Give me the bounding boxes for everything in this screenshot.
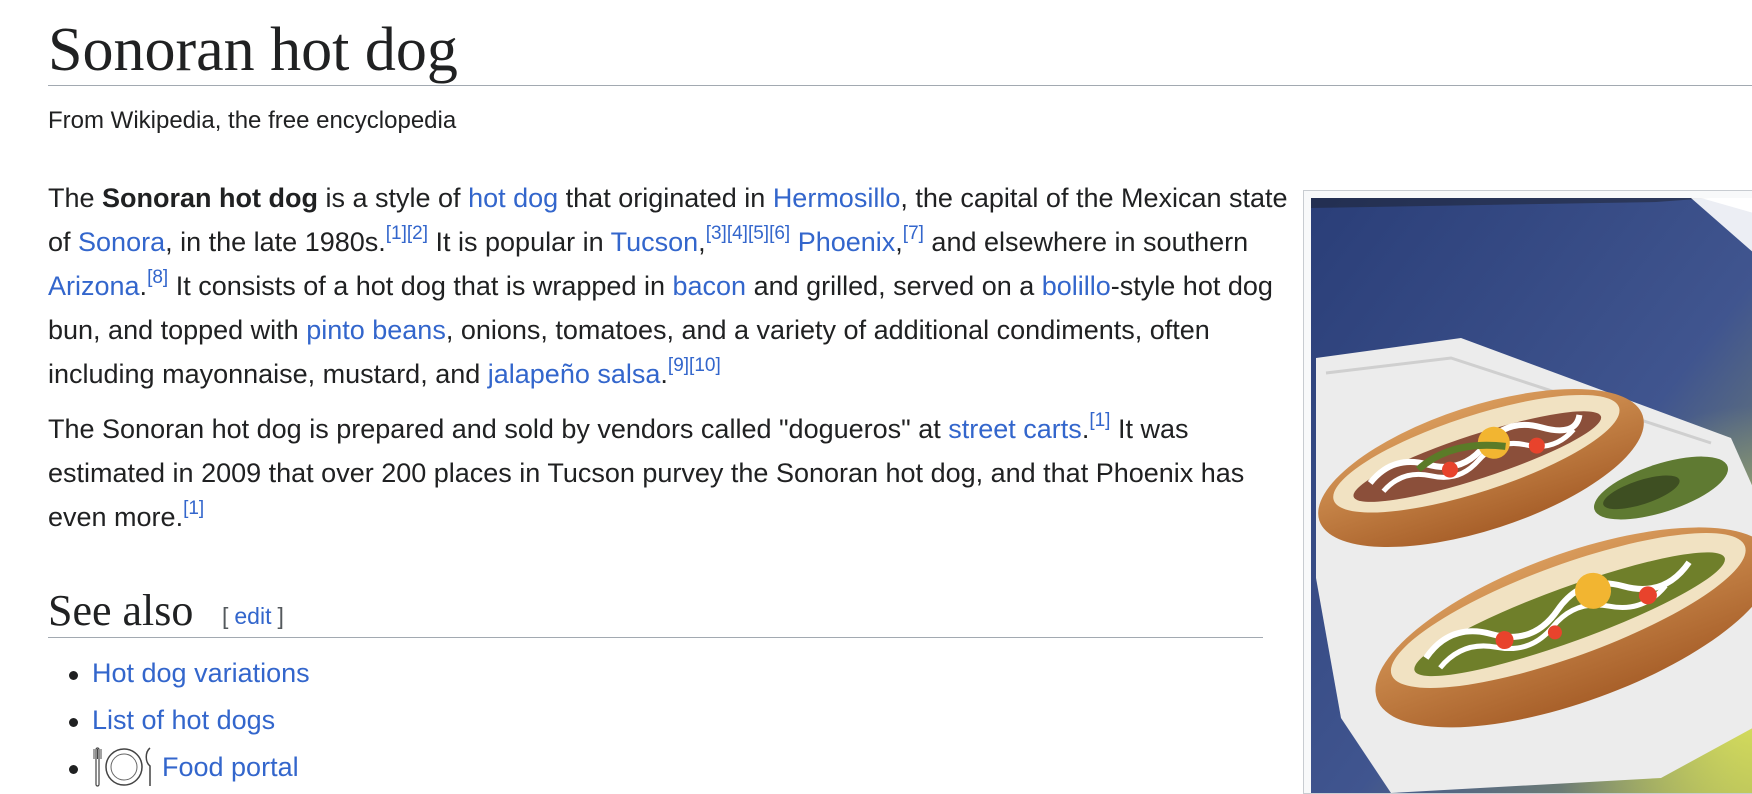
edit-bracket-open: [ — [222, 603, 229, 629]
text: . — [139, 271, 148, 301]
link-street-carts[interactable]: street carts — [948, 414, 1082, 444]
text: The — [48, 183, 103, 213]
see-also-heading — [48, 583, 1263, 641]
text: and elsewhere in southern — [923, 227, 1249, 257]
ref-9[interactable]: [9] — [667, 355, 690, 376]
site-tagline: From Wikipedia, the free encyclopedia — [48, 107, 457, 134]
plate-fork-knife-icon — [92, 746, 156, 788]
ref-8[interactable]: [8] — [147, 267, 169, 288]
section-edit — [222, 601, 284, 631]
text: It was estimated in 2009 that over 200 places in Tucson purvey the Sonoran hot dog, and that Phoenix has even more. — [48, 414, 1245, 532]
text: It consists of a hot dog that is wrapped in — [168, 271, 673, 301]
link-food-portal[interactable]: Food portal — [162, 752, 299, 782]
text — [790, 227, 798, 257]
ref-2[interactable]: [2] — [406, 223, 429, 244]
section-title: See also — [48, 586, 194, 635]
ref-1[interactable]: [1] — [1089, 410, 1111, 431]
list-item — [48, 650, 310, 697]
ref-7[interactable]: [7] — [902, 223, 924, 244]
text: , onions, tomatoes, and a variety of additional condiments, often including mayonnaise, mustard, and — [48, 315, 1210, 389]
infobox-image-frame — [1303, 190, 1752, 794]
link-phoenix[interactable]: Phoenix — [797, 227, 896, 257]
article-body — [48, 176, 1298, 550]
edit-bracket-close: ] — [277, 603, 284, 629]
hot-dog-photo — [1311, 198, 1752, 793]
text: is a style of — [318, 183, 469, 213]
see-also-list — [48, 650, 310, 791]
link-jalapeno-salsa[interactable]: jalapeño salsa — [487, 359, 661, 389]
link-tucson[interactable]: Tucson — [610, 227, 699, 257]
ref-1[interactable]: [1] — [385, 223, 407, 244]
text: , — [698, 227, 706, 257]
link-list-of-hot-dogs[interactable]: List of hot dogs — [92, 705, 276, 735]
ref-1[interactable]: [1] — [183, 498, 205, 519]
intro-paragraph-1 — [48, 176, 1298, 396]
text: , — [895, 227, 903, 257]
text: It is popular in — [428, 227, 611, 257]
ref-10[interactable]: [10] — [689, 355, 721, 376]
link-hot-dog-variations[interactable]: Hot dog variations — [92, 658, 310, 688]
link-bolillo[interactable]: bolillo — [1041, 271, 1111, 301]
link-sonora[interactable]: Sonora — [78, 227, 166, 257]
edit-link[interactable]: edit — [234, 603, 272, 629]
text: and grilled, served on a — [746, 271, 1042, 301]
link-pinto-beans[interactable]: pinto beans — [306, 315, 446, 345]
title-divider — [48, 85, 1752, 86]
link-hot-dog[interactable]: hot dog — [468, 183, 559, 213]
ref-6[interactable]: [6] — [769, 223, 791, 244]
link-bacon[interactable]: bacon — [672, 271, 747, 301]
text: , in the late 1980s. — [165, 227, 386, 257]
text: . — [1081, 414, 1090, 444]
bold-title: Sonoran hot dog — [102, 183, 318, 213]
text: . — [660, 359, 668, 389]
sonoran-hot-dog-image[interactable] — [1311, 198, 1752, 793]
link-arizona[interactable]: Arizona — [48, 271, 140, 301]
ref-3[interactable]: [3] — [705, 223, 727, 244]
list-item — [48, 744, 310, 791]
link-hermosillo[interactable]: Hermosillo — [772, 183, 901, 213]
page-title: Sonoran hot dog — [48, 16, 458, 84]
text: , the capital of the Mexican state of — [48, 183, 1288, 257]
text: -style hot dog bun, and topped with — [48, 271, 1273, 345]
ref-5[interactable]: [5] — [747, 223, 770, 244]
list-item — [48, 697, 310, 744]
ref-4[interactable]: [4] — [726, 223, 748, 244]
text: The Sonoran hot dog is prepared and sold by vendors called "dogueros" at — [48, 414, 949, 444]
text: that originated in — [558, 183, 773, 213]
section-divider — [48, 637, 1263, 638]
intro-paragraph-2 — [48, 407, 1298, 539]
